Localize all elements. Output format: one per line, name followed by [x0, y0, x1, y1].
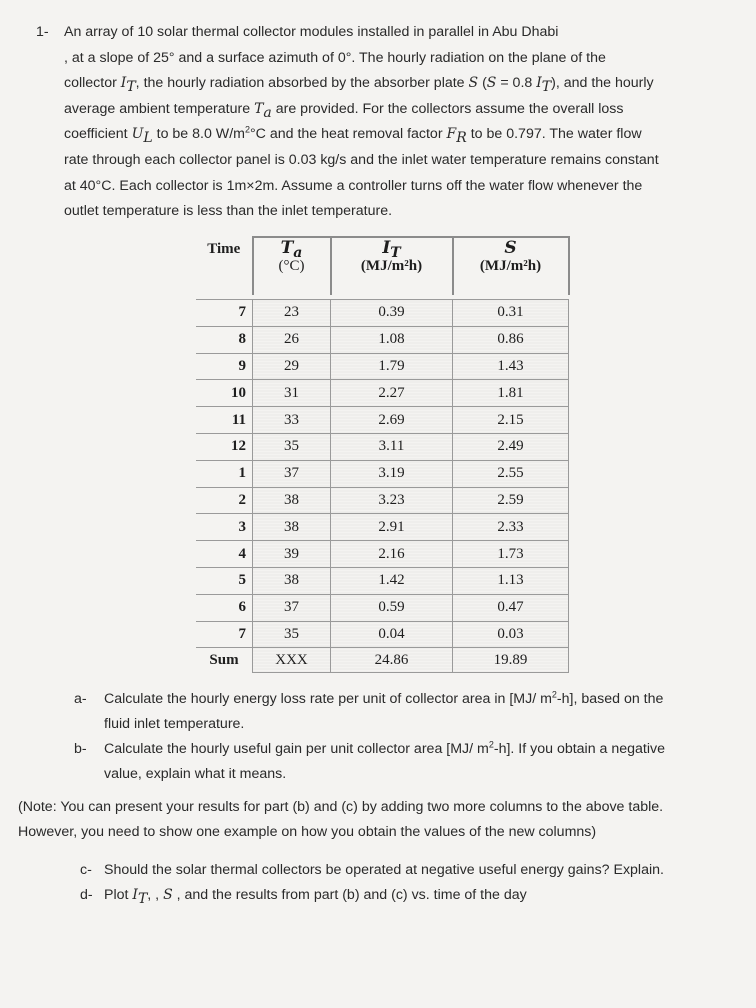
table-row: 11 33 2.69 2.15 — [196, 407, 569, 434]
question-d: d- Plot $I_T$, , S , and the results from part (b) and (c) vs. time of the day — [80, 887, 527, 907]
note: (Note: You can present your results for part (b) and (c) by adding two more columns to the above table. However, you need to show one example on how you obtain the values of the new columns) — [18, 799, 664, 840]
table-row: 4 39 2.16 1.73 — [196, 541, 569, 568]
questions-ab — [74, 687, 665, 787]
questions-cd — [80, 858, 664, 908]
table-row: 12 35 3.11 2.49 — [196, 433, 569, 460]
question-a: a- Calculate the hourly energy loss rate per unit of collector area in [MJ/ $m^2-h$], based on the fluid inlet temperature. — [74, 689, 664, 732]
data-table — [196, 236, 570, 673]
table-row: 6 37 0.59 0.47 — [196, 594, 569, 621]
problem-number: 1- — [36, 24, 49, 40]
problem-line-3: collector $I_T$, the hourly radiation absorbed by the absorber plate S (S = 0.8 $I_T$), and the hourly — [64, 75, 654, 96]
table-row: 7 35 0.04 0.03 — [196, 621, 569, 648]
table-row: 1 37 3.19 2.55 — [196, 460, 569, 487]
problem-line-4: average ambient temperature $T_a$ are provided. For the collectors assume the overall loss — [64, 100, 624, 121]
question-c: c- Should the solar thermal collectors be operated at negative useful energy gains? Explain. — [80, 862, 664, 878]
problem-line-6: rate through each collector panel is 0.03 kg/s and the inlet water temperature remains constant — [64, 151, 659, 168]
header-s: S (MJ/m²h) — [453, 237, 569, 295]
table-row: 2 38 3.23 2.59 — [196, 487, 569, 514]
header-ta: $T_a$ (°C) — [253, 237, 331, 295]
table-body — [196, 300, 569, 673]
question-b: b- Calculate the hourly useful gain per unit collector area [MJ/ $m^2-h$]. If you obtain a negative value, explain what it means. — [74, 739, 666, 782]
problem-statement — [36, 20, 752, 225]
table-row: 8 26 1.08 0.86 — [196, 326, 569, 353]
table-row: 3 38 2.91 2.33 — [196, 514, 569, 541]
problem-line-1: An array of 10 solar thermal collector modules installed in parallel in Abu Dhabi — [64, 24, 559, 40]
table-row: 7 23 0.39 0.31 — [196, 300, 569, 327]
problem-line-2: , at a slope of 25° and a surface azimuth of 0°. The hourly radiation on the plane of the — [64, 49, 606, 66]
table-row: 5 38 1.42 1.13 — [196, 567, 569, 594]
header-it: $I_T$ (MJ/m²h) — [331, 237, 453, 295]
problem-line-8: outlet temperature is less than the inlet temperature. — [64, 203, 393, 220]
table-row: 10 31 2.27 1.81 — [196, 380, 569, 407]
header-time: Time — [207, 241, 241, 257]
problem-line-5: coefficient $U_L$ to be 8.0 $W/m^2^\circ C$ and the heat removal factor $F_R$ to be 0.797. The water flow — [64, 124, 642, 147]
problem-line-7: at 40°C. Each collector is 1m×2m. Assume a controller turns off the water flow whenever the — [64, 177, 643, 194]
table-row: 9 29 1.79 1.43 — [196, 353, 569, 380]
sum-row: Sum XXX 24.86 19.89 — [196, 648, 569, 673]
